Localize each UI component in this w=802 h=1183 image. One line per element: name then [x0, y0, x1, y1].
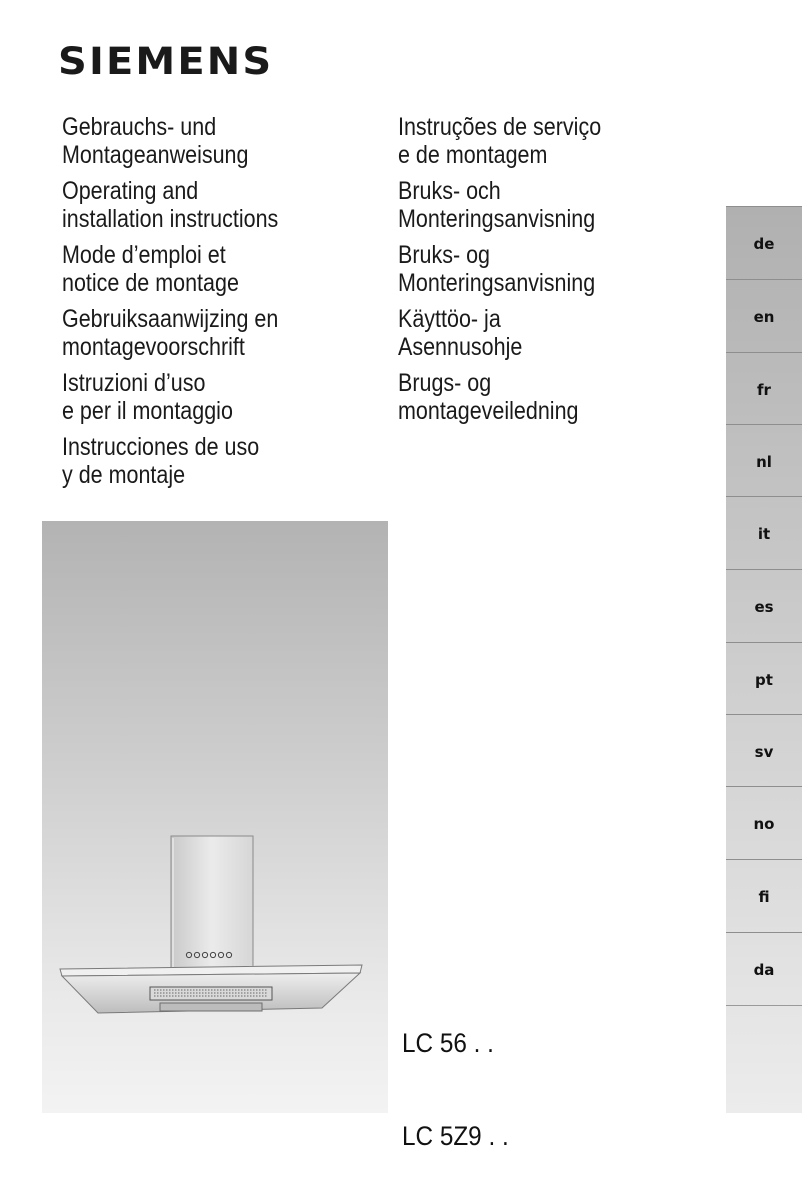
language-tab-da[interactable]: da [726, 932, 802, 1005]
model-number: LC 5Z9 . . [402, 1121, 509, 1151]
title-line: Brugs- og [398, 369, 492, 397]
title-finnish [398, 305, 601, 361]
title-portuguese [398, 113, 601, 169]
title-line: y de montaje [62, 461, 186, 489]
title-line: Gebruiksaanwijzing en [62, 305, 279, 333]
title-line: e de montagem [398, 141, 548, 169]
title-french [62, 241, 278, 297]
title-swedish [398, 177, 601, 233]
model-number: LC 56 . . [402, 1028, 494, 1058]
title-line: e per il montaggio [62, 397, 233, 425]
title-english [62, 177, 278, 233]
language-tab-nl[interactable]: nl [726, 424, 802, 497]
title-line: installation instructions [62, 205, 279, 233]
language-tab-strip [726, 206, 802, 1113]
title-danish [398, 369, 601, 425]
tab-divider [726, 1005, 802, 1006]
chimney-cooker-hood-icon [42, 521, 388, 1113]
title-line: montagevoorschrift [62, 333, 245, 361]
language-tab-en[interactable]: en [726, 279, 802, 352]
title-line: Instruções de serviço [398, 113, 602, 141]
title-spanish [62, 433, 278, 489]
title-german [62, 113, 278, 169]
title-line: Käyttöo- ja [398, 305, 501, 333]
model-numbers [402, 966, 509, 1183]
title-norwegian [398, 241, 601, 297]
title-line: Gebrauchs- und [62, 113, 217, 141]
language-tab-de[interactable]: de [726, 206, 802, 279]
language-tab-fr[interactable]: fr [726, 352, 802, 425]
title-dutch [62, 305, 278, 361]
language-tab-it[interactable]: it [726, 496, 802, 569]
title-line: Bruks- og [398, 241, 491, 269]
language-tab-sv[interactable]: sv [726, 714, 802, 787]
titles-column-left [62, 113, 314, 497]
title-line: Monteringsanvisning [398, 205, 596, 233]
language-tab-pt[interactable]: pt [726, 642, 802, 715]
title-line: notice de montage [62, 269, 239, 297]
title-line: Monteringsanvisning [398, 269, 596, 297]
title-line: Bruks- och [398, 177, 501, 205]
title-line: Istruzioni d’uso [62, 369, 206, 397]
title-line: montageveiledning [398, 397, 579, 425]
title-line: Operating and [62, 177, 199, 205]
title-line: Instrucciones de uso [62, 433, 260, 461]
language-tab-fi[interactable]: fi [726, 859, 802, 932]
title-italian [62, 369, 278, 425]
language-tab-es[interactable]: es [726, 569, 802, 642]
titles-column-right [398, 113, 634, 433]
product-image-panel [42, 521, 388, 1113]
brand-logo: SIEMENS [58, 40, 274, 83]
language-tab-no[interactable]: no [726, 786, 802, 859]
title-line: Montageanweisung [62, 141, 249, 169]
title-line: Asennusohje [398, 333, 523, 361]
title-line: Mode d’emploi et [62, 241, 226, 269]
